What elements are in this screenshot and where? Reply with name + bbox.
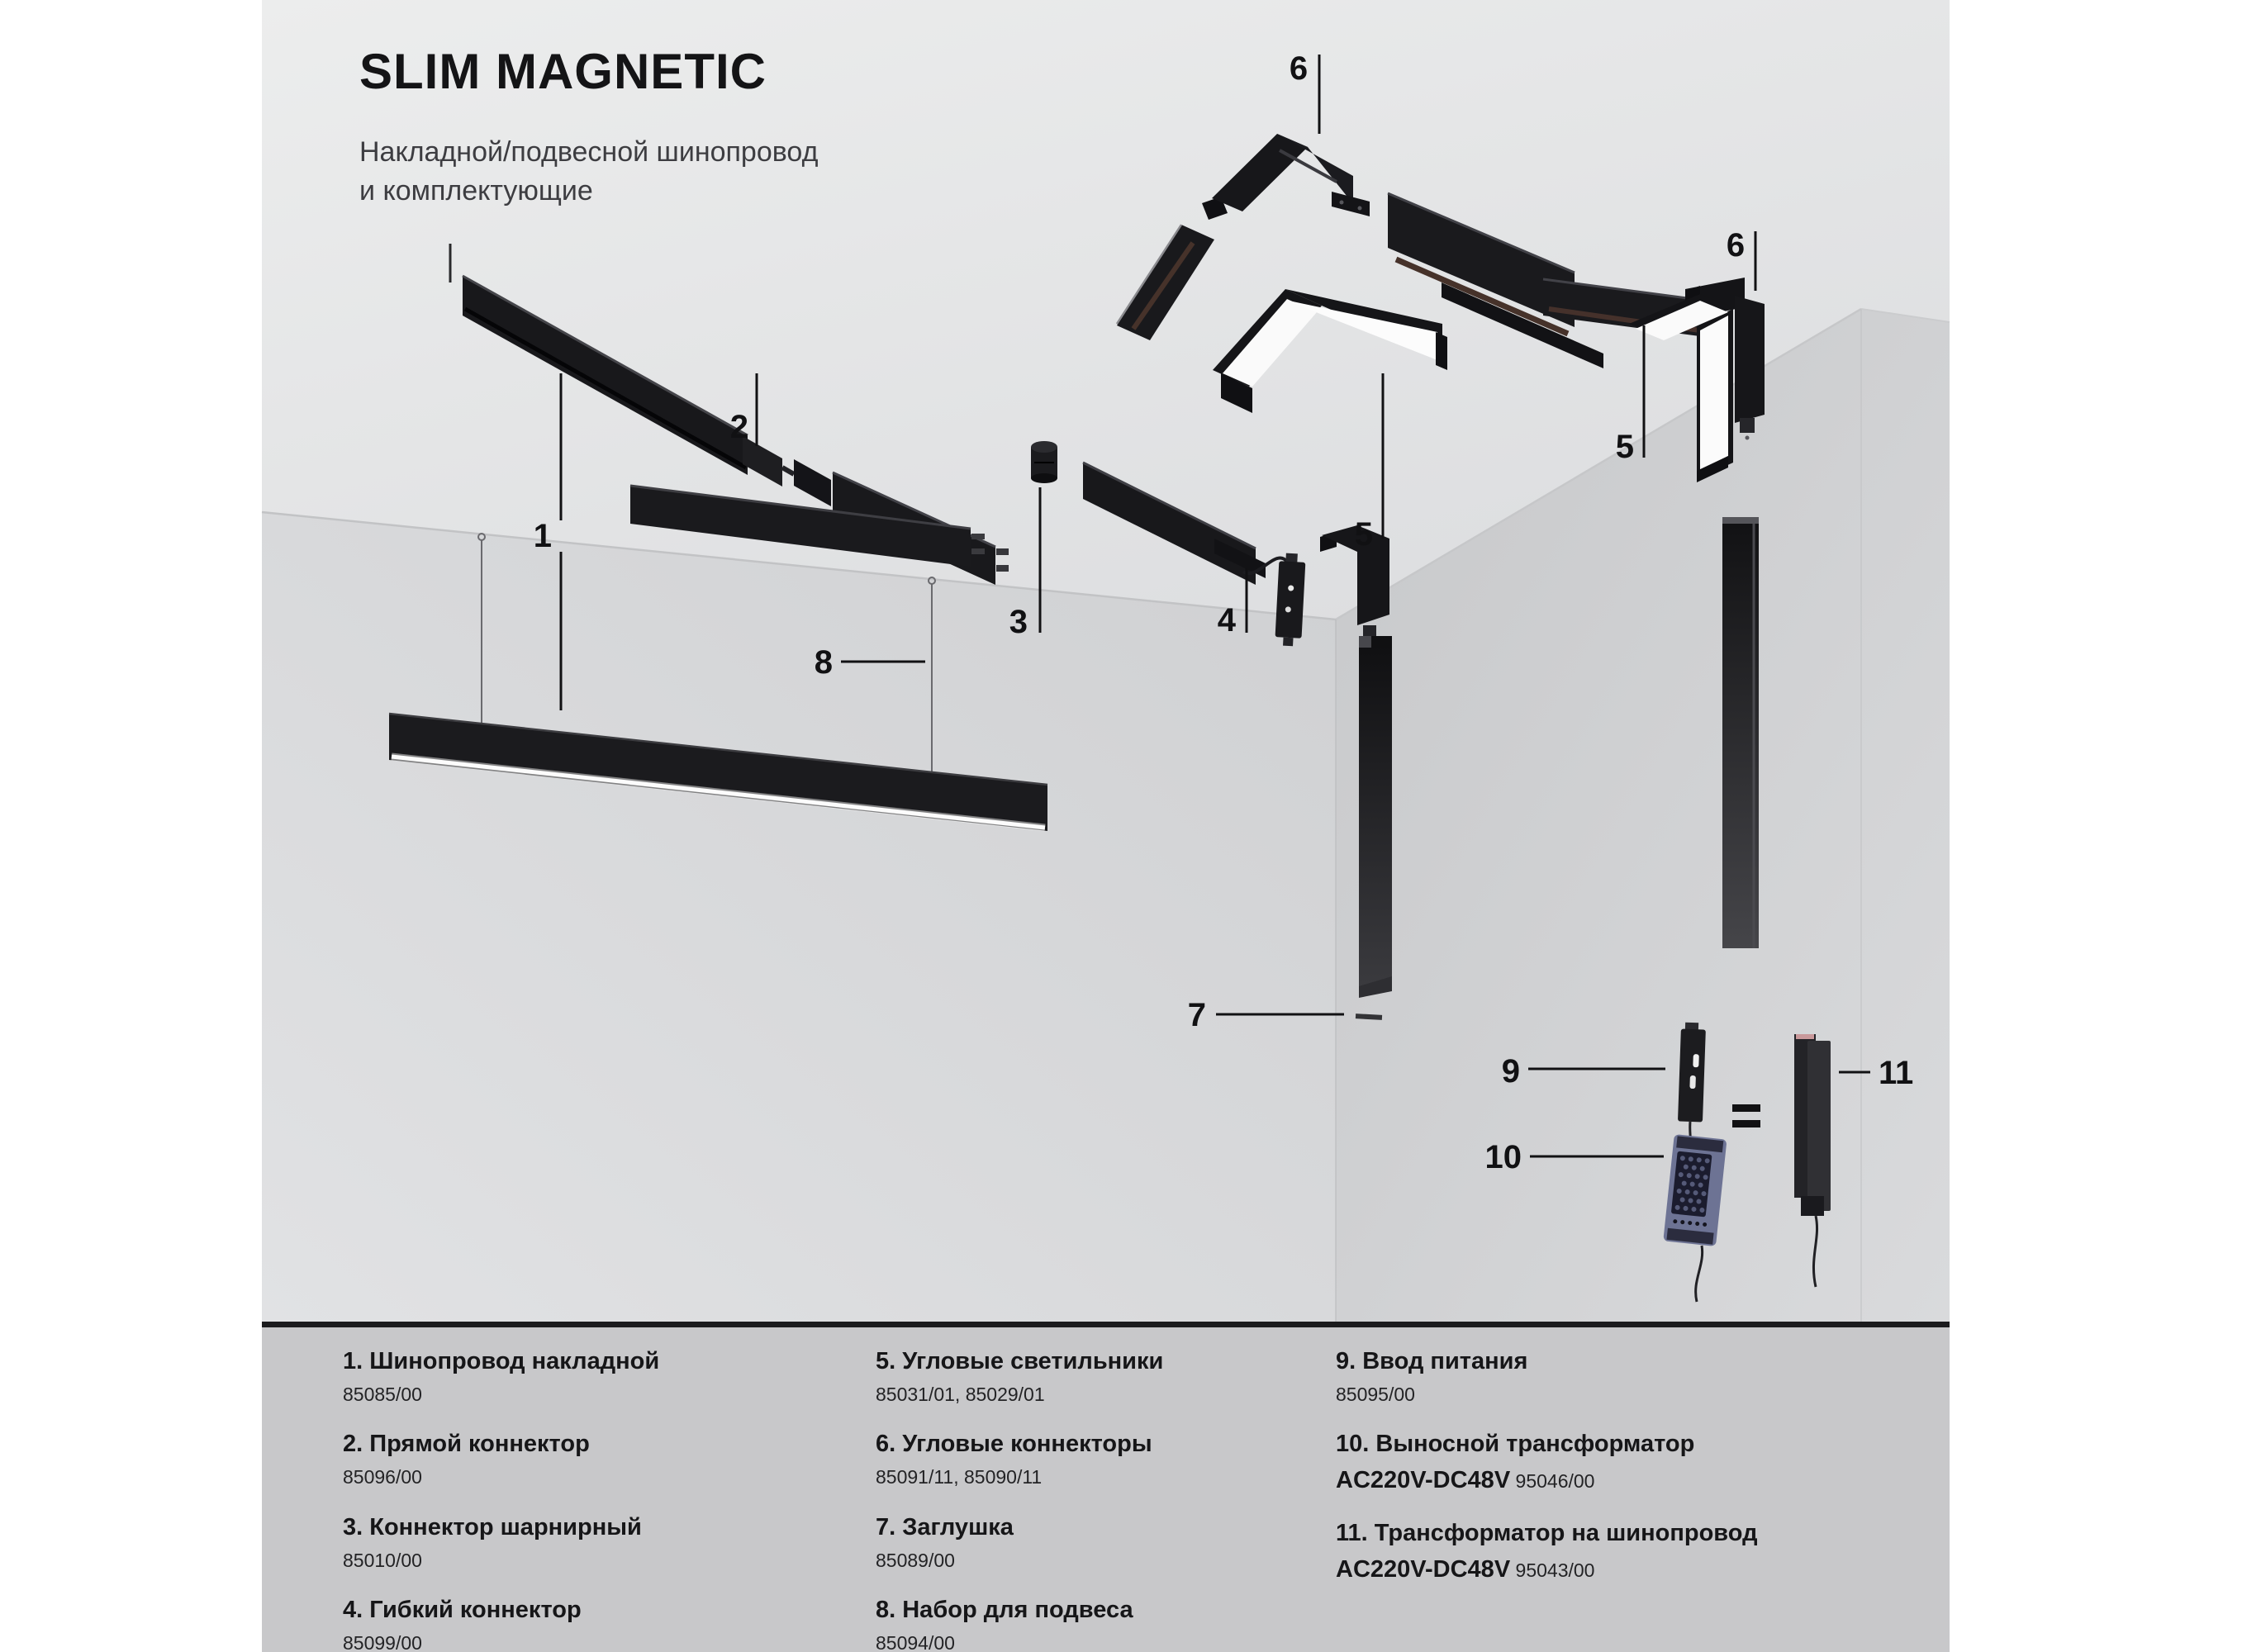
legend-item-title: 3. Коннектор шарнирный	[343, 1513, 642, 1540]
hinge-top	[1031, 441, 1057, 453]
mid-vertical-track	[1359, 636, 1392, 998]
legend-item-5	[876, 1347, 1322, 1406]
legend-item-7	[876, 1513, 1322, 1572]
legend-item-code: 85085/00	[343, 1383, 422, 1405]
mid-vertical-notch	[1359, 636, 1371, 648]
legend-item-11	[1336, 1519, 1914, 1584]
flex-body	[1275, 561, 1306, 638]
legend-item-code: 85089/00	[876, 1549, 955, 1571]
track-transformer-top	[1796, 1034, 1814, 1039]
legend-item-code: 95043/00	[1515, 1559, 1595, 1581]
legend-column-1	[343, 1347, 822, 1652]
floating-track-pin	[971, 534, 985, 539]
legend-item-title: 4. Гибкий коннектор	[343, 1597, 582, 1624]
legend-item-title: 6. Угловые коннекторы	[876, 1431, 1152, 1458]
legend-item-spec	[1336, 1466, 1914, 1495]
callout-11: 11	[1879, 1055, 1914, 1091]
power-input-slot	[1693, 1054, 1699, 1067]
corner-top-screw	[1340, 201, 1344, 205]
callout-1: 1	[533, 518, 552, 554]
legend-item-title: 9. Ввод питания	[1336, 1348, 1528, 1374]
callout-8: 8	[814, 644, 833, 681]
legend-item-9	[1336, 1347, 1914, 1406]
hinge-bottom	[1031, 473, 1057, 483]
subtitle-line-2: и комплектующие	[359, 174, 593, 206]
callout-5b: 5	[1615, 429, 1634, 465]
legend-item-3	[343, 1513, 822, 1572]
legend-item-code: 85031/01, 85029/01	[876, 1383, 1045, 1405]
power-input-slot	[1689, 1075, 1696, 1089]
legend-item-6	[876, 1430, 1322, 1488]
legend-item-spec	[1336, 1555, 1914, 1584]
track-end-pin	[996, 548, 1009, 555]
corner-top-screw	[1358, 206, 1362, 211]
legend-item-code: 85096/00	[343, 1466, 422, 1488]
legend-item-title: 7. Заглушка	[876, 1513, 1014, 1540]
callout-10: 10	[1484, 1139, 1522, 1175]
legend-item-voltage: AC220V-DC48V	[1336, 1555, 1511, 1583]
track-end-pin	[996, 565, 1009, 572]
track-transformer-foot	[1801, 1196, 1824, 1216]
legend-item-code: 85094/00	[876, 1631, 955, 1652]
legend-item-title: 10. Выносной трансформатор	[1336, 1431, 1695, 1458]
left-wall	[262, 512, 1336, 1324]
light-mid-tip-right	[1436, 332, 1447, 370]
floating-track-pin	[971, 548, 985, 554]
light-right-white-vert	[1700, 316, 1728, 471]
legend-item-title: 5. Угловые светильники	[876, 1348, 1164, 1374]
legend-item-10	[1336, 1430, 1914, 1495]
legend-item-title: 11. Трансформатор на шинопровод	[1336, 1519, 1758, 1546]
remote-transformer	[1663, 1134, 1727, 1246]
right-wall-track	[1722, 517, 1759, 948]
legend-item-4	[343, 1596, 822, 1652]
corner-right-vertical	[1735, 296, 1765, 423]
flex-connector-box	[1275, 553, 1306, 647]
legend-item-8	[876, 1596, 1322, 1652]
callout-2: 2	[729, 409, 748, 445]
legend-item-code: 95046/00	[1515, 1470, 1595, 1493]
subtitle-line-1: Накладной/подвесной шинопровод	[359, 136, 819, 168]
hinge-connector	[1031, 441, 1057, 483]
page-subtitle	[359, 133, 818, 211]
mid-vertical-body	[1359, 636, 1392, 986]
legend-item-title: 1. Шинопровод накладной	[343, 1348, 660, 1374]
page-title: SLIM MAGNETIC	[359, 44, 767, 99]
legend-item-code: 85095/00	[1336, 1383, 1415, 1405]
callout-4: 4	[1217, 602, 1236, 638]
legend-item-title: 2. Прямой коннектор	[343, 1431, 590, 1458]
legend-item-voltage: AC220V-DC48V	[1336, 1467, 1511, 1494]
power-input-body	[1678, 1029, 1706, 1123]
legend-column-3	[1336, 1347, 1914, 1608]
callout-6a: 6	[1289, 50, 1309, 87]
legend-item-code: 85099/00	[343, 1631, 422, 1652]
callout-9: 9	[1501, 1053, 1520, 1089]
header	[359, 43, 818, 211]
callout-5a: 5	[1354, 516, 1373, 553]
legend	[262, 1327, 1950, 1652]
legend-item-2	[343, 1430, 822, 1488]
legend-item-1	[343, 1347, 822, 1406]
legend-item-code: 85010/00	[343, 1549, 422, 1571]
callout-3: 3	[1009, 604, 1028, 640]
legend-item-title: 8. Набор для подвеса	[876, 1597, 1133, 1624]
corner-right-pin	[1740, 418, 1755, 433]
callout-7: 7	[1187, 997, 1206, 1033]
callout-6b: 6	[1726, 227, 1746, 263]
flex-bottom-nub	[1283, 638, 1294, 647]
corner-right-screw	[1746, 436, 1750, 440]
legend-item-code: 85091/11, 85090/11	[876, 1466, 1043, 1488]
legend-separator	[262, 1322, 1950, 1327]
track-transformer-front	[1807, 1041, 1831, 1211]
legend-column-2	[876, 1347, 1322, 1652]
